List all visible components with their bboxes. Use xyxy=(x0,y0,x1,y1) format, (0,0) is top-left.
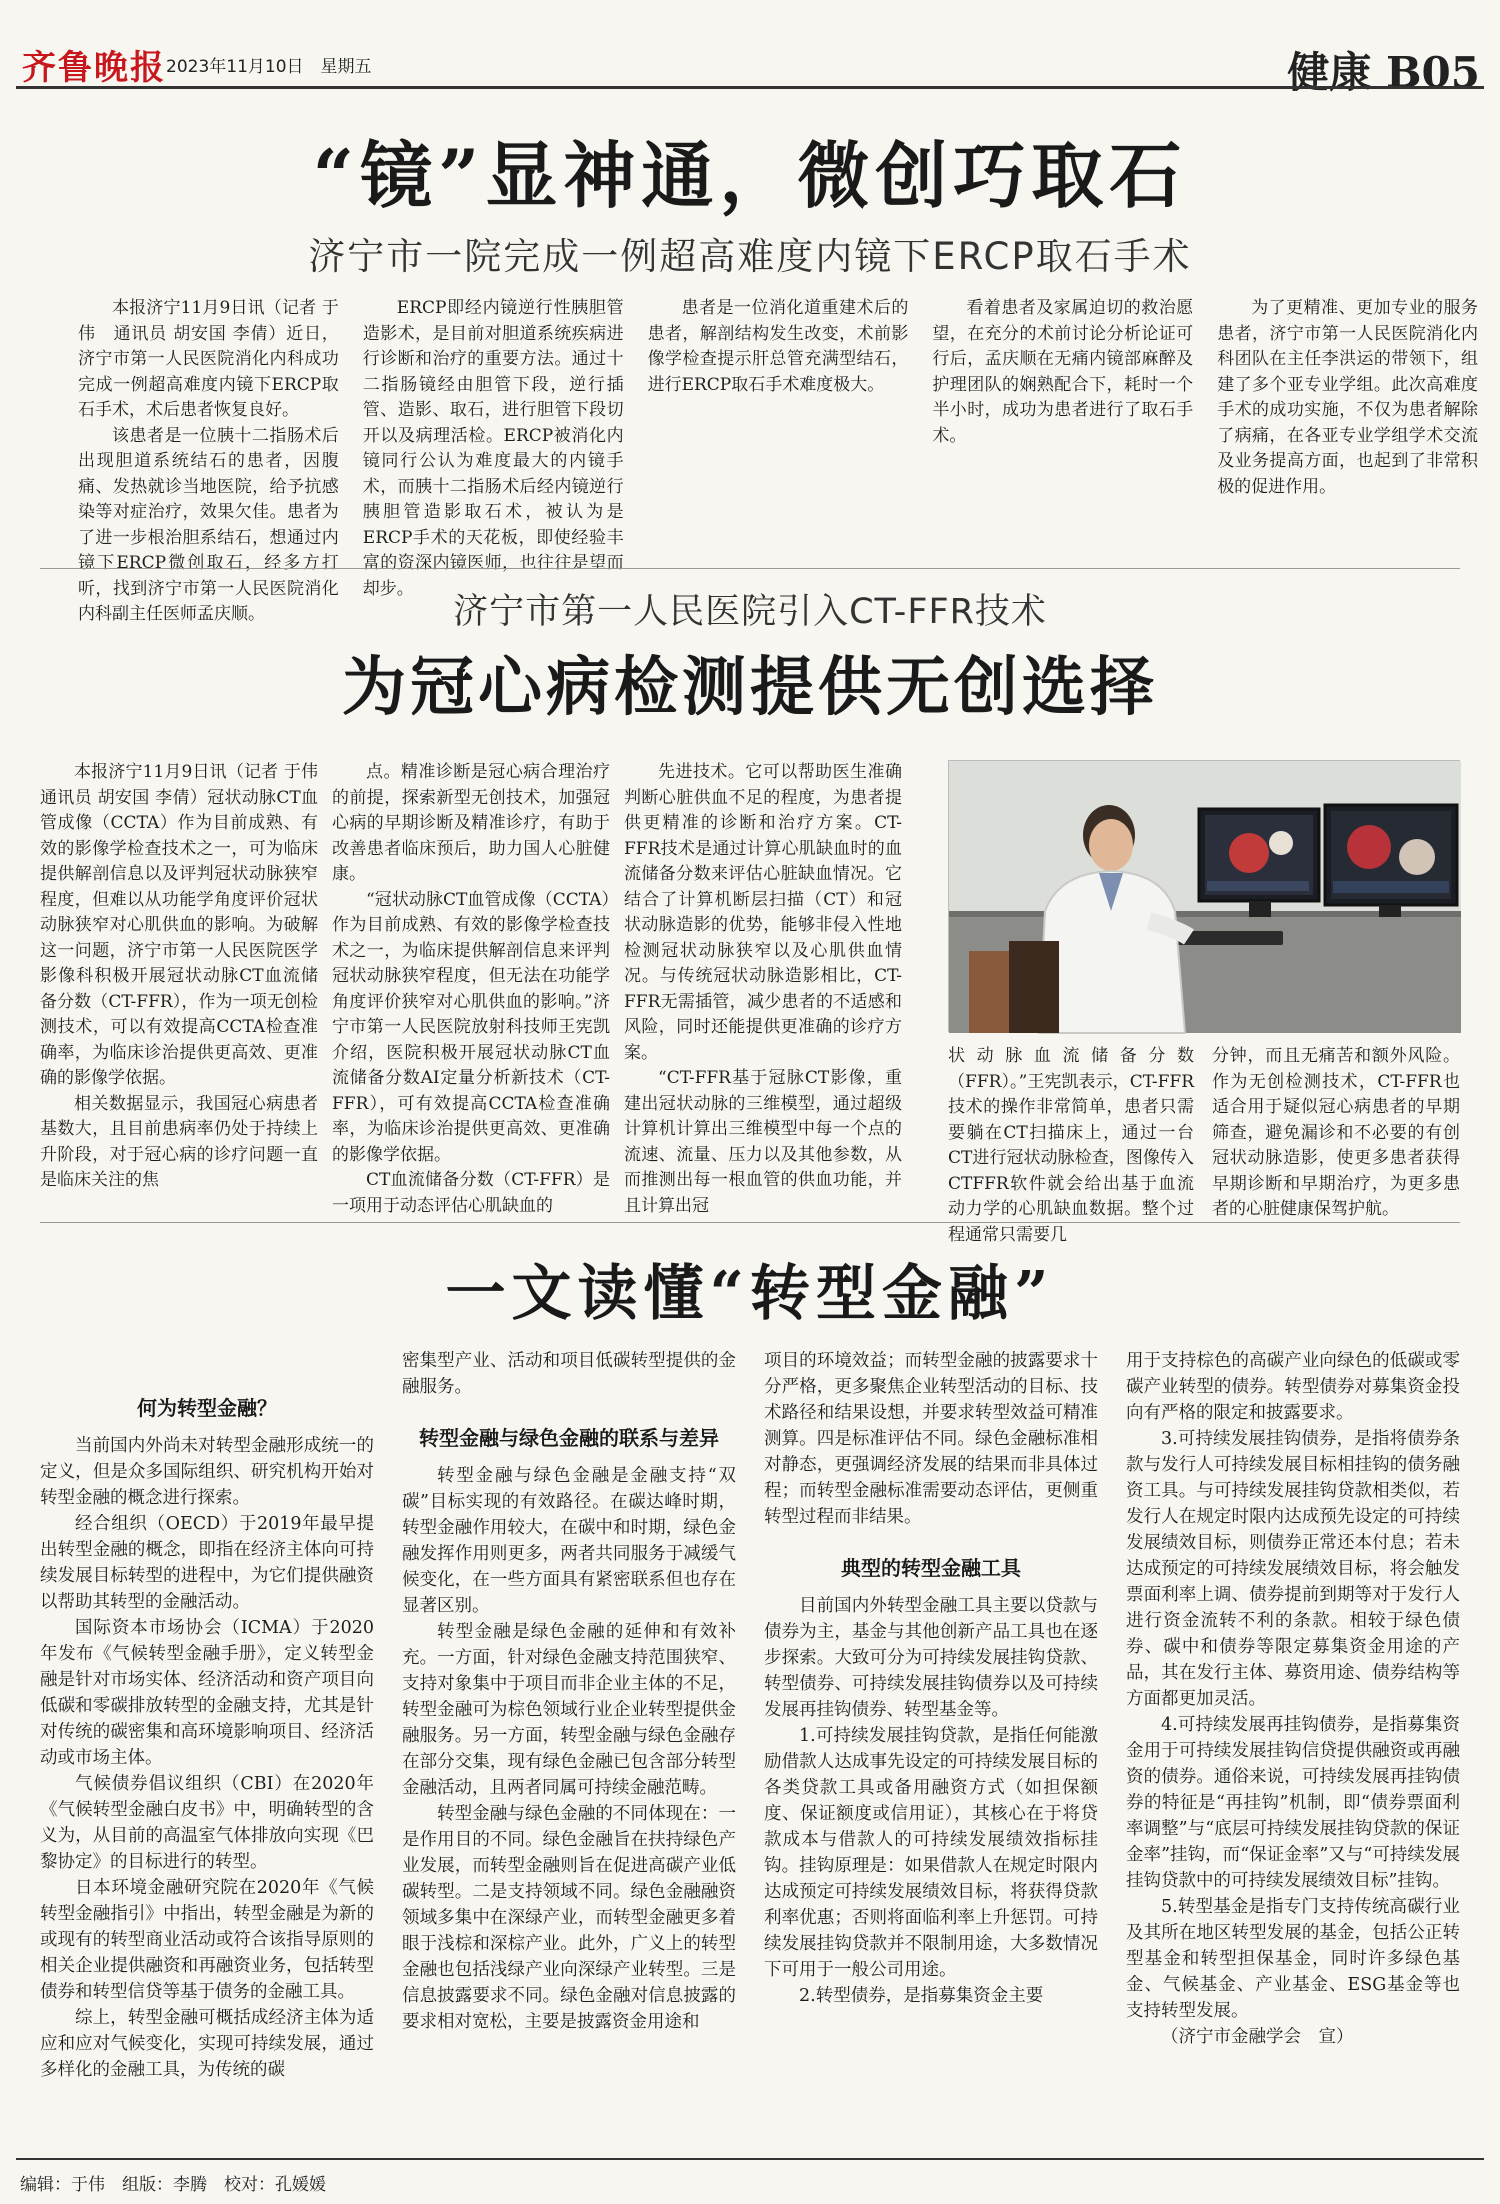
article3-paragraph: 5.转型基金是指专门支持传统高碳行业及其所在地区转型发展的基金，包括公正转型基金和转型担保基金，同时许多绿色基金、气候基金、产业基金、ESG基金等也支持转型发展。 xyxy=(1126,1897,1460,2021)
article1-paragraph: 患者是一位消化道重建术后的患者，解剖结构发生改变，术前影像学检查提示肝总管充满型结石，进行ERCP取石手术难度极大。 xyxy=(647,298,909,395)
divider xyxy=(40,1222,1460,1223)
article1-column xyxy=(1217,296,1478,628)
article3-paragraph: 密集型产业、活动和项目低碳转型提供的金融服务。 xyxy=(402,1351,736,1397)
article2-column xyxy=(1212,1044,1460,1219)
doctor-at-workstation-photo xyxy=(948,760,1460,1032)
article1-column xyxy=(648,296,909,628)
dateline: 2023年11月10日 星期五 xyxy=(166,57,372,77)
article3-paragraph: 目前国内外转型金融工具主要以贷款与债券为主，基金与其他创新产品工具也在逐步探索。大致可分为可持续发展挂钩贷款、转型债券、可持续发展挂钩债券以及可持续发展再挂钩债券、转型基金等。 xyxy=(764,1596,1098,1720)
article3-paragraph: 国际资本市场协会（ICMA）于2020年发布《气候转型金融手册》，定义转型金融是针对市场实体、经济活动和资产项目向低碳和零碳排放转型的金融支持，尤其是针对传统的碳密集和高环境影响项目、经济活动或市场主体。 xyxy=(40,1618,374,1768)
article3-body xyxy=(40,1348,1460,2100)
article2-column xyxy=(40,760,335,1204)
masthead xyxy=(16,30,1484,110)
article3-paragraph: 用于支持棕色的高碳产业向绿色的低碳或零碳产业转型的债券。转型债券对募集资金投向有严格的限定和披露要求。 xyxy=(1126,1351,1460,1423)
top-rule xyxy=(16,86,1484,89)
article3-paragraph: 转型金融是绿色金融的延伸和有效补充。一方面，针对绿色金融支持范围狭窄、支持对象集中于项目而非企业主体的不足，转型金融可为棕色领域行业企业转型提供金融服务。另一方面，转型金融与绿色金融存在部分交集，现有绿色金融已包含部分转型金融活动，且两者同属可持续金融范畴。 xyxy=(402,1622,736,1798)
article3-column xyxy=(402,1348,736,2100)
article3-paragraph: 气候债券倡议组织（CBI）在2020年《气候转型金融白皮书》中，明确转型的含义为，从目前的高温室气体排放向实现《巴黎协定》的目标进行的转型。 xyxy=(40,1774,374,1872)
article2-paragraph: 点。精准诊断是冠心病合理治疗的前提，探索新型无创技术，加强冠心病的早期诊断及精准诊疗，有助于改善患者临床预后，助力国人心脏健康。 xyxy=(332,762,610,884)
article3-subheading: 何为转型金融？ xyxy=(137,1396,277,1420)
article3-paragraph: 项目的环境效益；而转型金融的披露要求十分严格，更多聚焦企业转型活动的目标、技术路径和结果设想，并要求转型效益可精准测算。四是标准评估不同。绿色金融标准相对静态，更强调经济发展的结果而非具体过程；而转型金融标准需要动态评估，更侧重转型过程而非结果。 xyxy=(764,1351,1098,1527)
article2-paragraph: “冠状动脉CT血管成像（CCTA）作为目前成熟、有效的影像学检查技术之一，为临床提供解剖信息来评判冠状动脉狭窄程度，但无法在功能学角度评价狭窄对心肌供血的影响。”济宁市第一人民医院放射科技师王宪凯介绍，医院积极开展冠状动脉CT血流储备分数AI定量分析新技术（CT-FFR），可有效提高CCTA检查准确率，为临床诊治提供更高效、更准确的影像学依据。 xyxy=(332,889,610,1165)
article2-body xyxy=(40,760,1460,1245)
article1-title: “镜”显神通，微创巧取石 xyxy=(312,133,1188,218)
article2-kicker: 济宁市第一人民医院引入CT-FFR技术 xyxy=(453,592,1047,632)
article1-paragraph: 本报济宁11月9日讯（记者 于伟 通讯员 胡安国 李倩）近日，济宁市第一人民医院消化内科成功完成一例超高难度内镜下ERCP取石手术，术后患者恢复良好。 xyxy=(78,298,339,420)
article2-paragraph: 先进技术。它可以帮助医生准确判断心脏供血不足的程度，为患者提供更精准的诊断和治疗方案。CT-FFR技术是通过计算心肌缺血时的血流储备分数来评估心脏缺血情况。它结合了计算机断层扫描（CT）和冠状动脉造影的优势，能够非侵入性地检测冠状动脉狭窄以及心肌供血情况。与传统冠状动脉造影相比，CT-FFR无需插管，减少患者的不适感和风险，同时还能提供更准确的诊疗方案。 xyxy=(624,762,902,1063)
article3-paragraph: 2.转型债券，是指募集资金主要 xyxy=(799,1986,1044,2006)
article2-paragraph: 本报济宁11月9日讯（记者 于伟 通讯员 胡安国 李倩）冠状动脉CT血管成像（CCTA）作为目前成熟、有效的影像学检查技术之一，可为临床提供解剖信息以及评判冠状动脉狭窄程度，但难以从功能学角度评价冠状动脉狭窄对心肌供血的影响。为破解这一问题，济宁市第一人民医院医学影像科积极开展冠状动脉CT血流储备分数（CT-FFR），作为一项无创检测技术，可以有效提高CCTA检查准确率，为临床诊治提供更高效、更准确的影像学依据。 xyxy=(40,762,335,1088)
article1-column xyxy=(932,296,1193,628)
article2-column xyxy=(332,760,610,1216)
article3-title: 一文读懂“转型金融” xyxy=(445,1259,1055,1329)
newspaper-logo: 齐鲁晚报 xyxy=(22,48,166,88)
article3-column xyxy=(40,1348,374,2100)
article2-paragraph: CT血流储备分数（CT-FFR）是一项用于动态评估心肌缺血的 xyxy=(332,1170,610,1216)
article2-paragraph: 状动脉血流储备分数（FFR）。”王宪凯表示，CT-FFR技术的操作非常简单，患者只需要躺在CT扫描床上，通过一台CT进行冠状动脉检查，图像传入CTFFR软件就会给出基于血流动力学的心肌缺血数据。整个过程通常只需要几 xyxy=(948,1046,1194,1245)
article3-paragraph: 经合组织（OECD）于2019年最早提出转型金融的概念，即指在经济主体向可持续发展目标转型的进程中，为它们提供融资以帮助其转型的金融活动。 xyxy=(40,1514,374,1612)
article3-paragraph: 综上，转型金融可概括成经济主体为适应和应对气候变化，实现可持续发展，通过多样化的金融工具，为传统的碳 xyxy=(40,2008,374,2080)
article3-signature: （济宁市金融学会 宣） xyxy=(1161,2027,1354,2047)
article2-paragraph: 相关数据显示，我国冠心病患者基数大，且目前患病率仍处于持续上升阶段，对于冠心病的诊疗问题一直是临床关注的焦 xyxy=(40,1093,318,1190)
article3-subheading: 典型的转型金融工具 xyxy=(841,1556,1021,1580)
article2-column xyxy=(948,1044,1194,1245)
article3-paragraph: 日本环境金融研究院在2020年《气候转型金融指引》中指出，转型金融是为新的或现有的转型商业活动或符合该指导原则的相关企业提供融资和再融资业务，包括转型债券和转型信贷等基于债务的金融工具。 xyxy=(40,1878,374,2002)
article2-title: 为冠心病检测提供无创选择 xyxy=(342,650,1158,725)
article3-column xyxy=(764,1348,1098,2100)
article1-paragraph: 看着患者及家属迫切的救治愿望，在充分的术前讨论分析论证可行后，孟庆顺在无痛内镜部麻醉及护理团队的娴熟配合下，耗时一个半小时，成功为患者进行了取石手术。 xyxy=(932,298,1194,446)
article3-paragraph: 转型金融与绿色金融的不同体现在：一是作用目的不同。绿色金融旨在扶持绿色产业发展，而转型金融则旨在促进高碳产业低碳转型。二是支持领域不同。绿色金融融资领域多集中在深绿产业，而转型金融更多着眼于浅棕和深棕产业。此外，广义上的转型金融也包括浅绿产业向深绿产业转型。三是信息披露要求不同。绿色金融对信息披露的要求相对宽松，主要是披露资金用途和 xyxy=(402,1804,736,2032)
editor-credits: 编辑：于伟 组版：李腾 校对：孔媛媛 xyxy=(20,2175,326,2195)
article1-paragraph: 该患者是一位胰十二指肠术后出现胆道系统结石的患者，因腹痛、发热就诊当地医院，给予抗感染等对症治疗，效果欠佳。患者为了进一步根治胆系结石，想通过内镜下ERCP微创取石，经多方打听，找到济宁市第一人民医院消化内科副主任医师孟庆顺。 xyxy=(78,425,339,624)
article3-paragraph: 转型金融与绿色金融是金融支持“双碳”目标实现的有效路径。在碳达峰时期，转型金融作用较大，在碳中和时期，绿色金融发挥作用则更多，两者共同服务于减缓气候变化，在一些方面具有紧密联系但也存在显著区别。 xyxy=(402,1466,736,1616)
article1-paragraph: ERCP即经内镜逆行性胰胆管造影术，是目前对胆道系统疾病进行诊断和治疗的重要方法。通过十二指肠镜经由胆管下段，逆行插管、造影、取石，进行胆管下段切开以及病理活检。ERCP被消化内镜同行公认为难度最大的内镜手术，而胰十二指肠术后经内镜逆行胰胆管造影取石术，被认为是ERCP手术的天花板，即使经验丰富的资深内镜医师，也往往是望而却步。 xyxy=(362,298,624,599)
section-label: 健康 B05 xyxy=(1287,48,1480,97)
article3-paragraph: 4.可持续发展再挂钩债券，是指募集资金用于可持续发展挂钩信贷提供融资或再融资的债券。通俗来说，可持续发展再挂钩债券的特征是“再挂钩”机制，即“债券票面利率调整”与“底层可持续发展挂钩贷款的保证金率”挂钩，而“保证金率”又与“可持续发展挂钩贷款中的可持续发展绩效目标”挂钩。 xyxy=(1126,1715,1460,1891)
article1-column xyxy=(78,296,339,628)
article2-paragraph: 分钟，而且无痛苦和额外风险。作为无创检测技术，CT-FFR也适合用于疑似冠心病患者的早期筛查，避免漏诊和不必要的有创冠状动脉造影，使更多患者获得早期诊断和早期治疗，为更多患者的心脏健康保驾护航。 xyxy=(1212,1046,1460,1219)
article1-subtitle: 济宁市一院完成一例超高难度内镜下ERCP取石手术 xyxy=(308,235,1192,278)
article3-paragraph: 当前国内外尚未对转型金融形成统一的定义，但是众多国际组织、研究机构开始对转型金融的概念进行探索。 xyxy=(40,1436,374,1508)
article2-column xyxy=(624,760,902,1216)
article1-column xyxy=(363,296,624,628)
article1-paragraph: 为了更精准、更加专业的服务患者，济宁市第一人民医院消化内科团队在主任李洪运的带领下，组建了多个亚专业学组。此次高难度手术的成功实施，不仅为患者解除了病痛，在各亚专业学组学术交流及业务提高方面，也起到了非常积极的促进作用。 xyxy=(1217,298,1478,497)
divider xyxy=(40,568,1460,569)
article3-paragraph: 3.可持续发展挂钩债券，是指将债券条款与发行人可持续发展目标相挂钩的债务融资工具。与可持续发展挂钩贷款相类似，若发行人在规定时限内达成预先设定的可持续发展绩效目标，则债券正常还本付息；若未达成预定的可持续发展绩效目标，将会触发票面利率上调、债券提前到期等对于发行人进行资金流转不利的条款。相较于绿色债券、碳中和债券等限定募集资金用途的产品，其在发行主体、募资用途、债券结构等方面都更加灵活。 xyxy=(1126,1429,1460,1709)
article3-column xyxy=(1126,1348,1460,2100)
article3-paragraph: 1.可持续发展挂钩贷款，是指任何能激励借款人达成事先设定的可持续发展目标的各类贷款工具或备用融资方式（如担保额度、保证额度或信用证），其核心在于将贷款成本与借款人的可持续发展绩效指标挂钩。挂钩原理是：如果借款人在规定时限内达成预定可持续发展绩效目标，将获得贷款利率优惠；否则将面临利率上升惩罚。可持续发展挂钩贷款并不限制用途，大多数情况下可用于一般公司用途。 xyxy=(764,1726,1098,1980)
article3-subheading: 转型金融与绿色金融的联系与差异 xyxy=(419,1426,719,1450)
article2-paragraph: “CT-FFR基于冠脉CT影像，重建出冠状动脉的三维模型，通过超级计算机计算出三维模型中每一个点的流速、流量、压力以及其他参数，从而推测出每一根血管的供血功能，并且计算出冠 xyxy=(624,1068,902,1216)
bottom-rule xyxy=(16,2158,1484,2160)
photo-illustration xyxy=(949,761,1461,1033)
